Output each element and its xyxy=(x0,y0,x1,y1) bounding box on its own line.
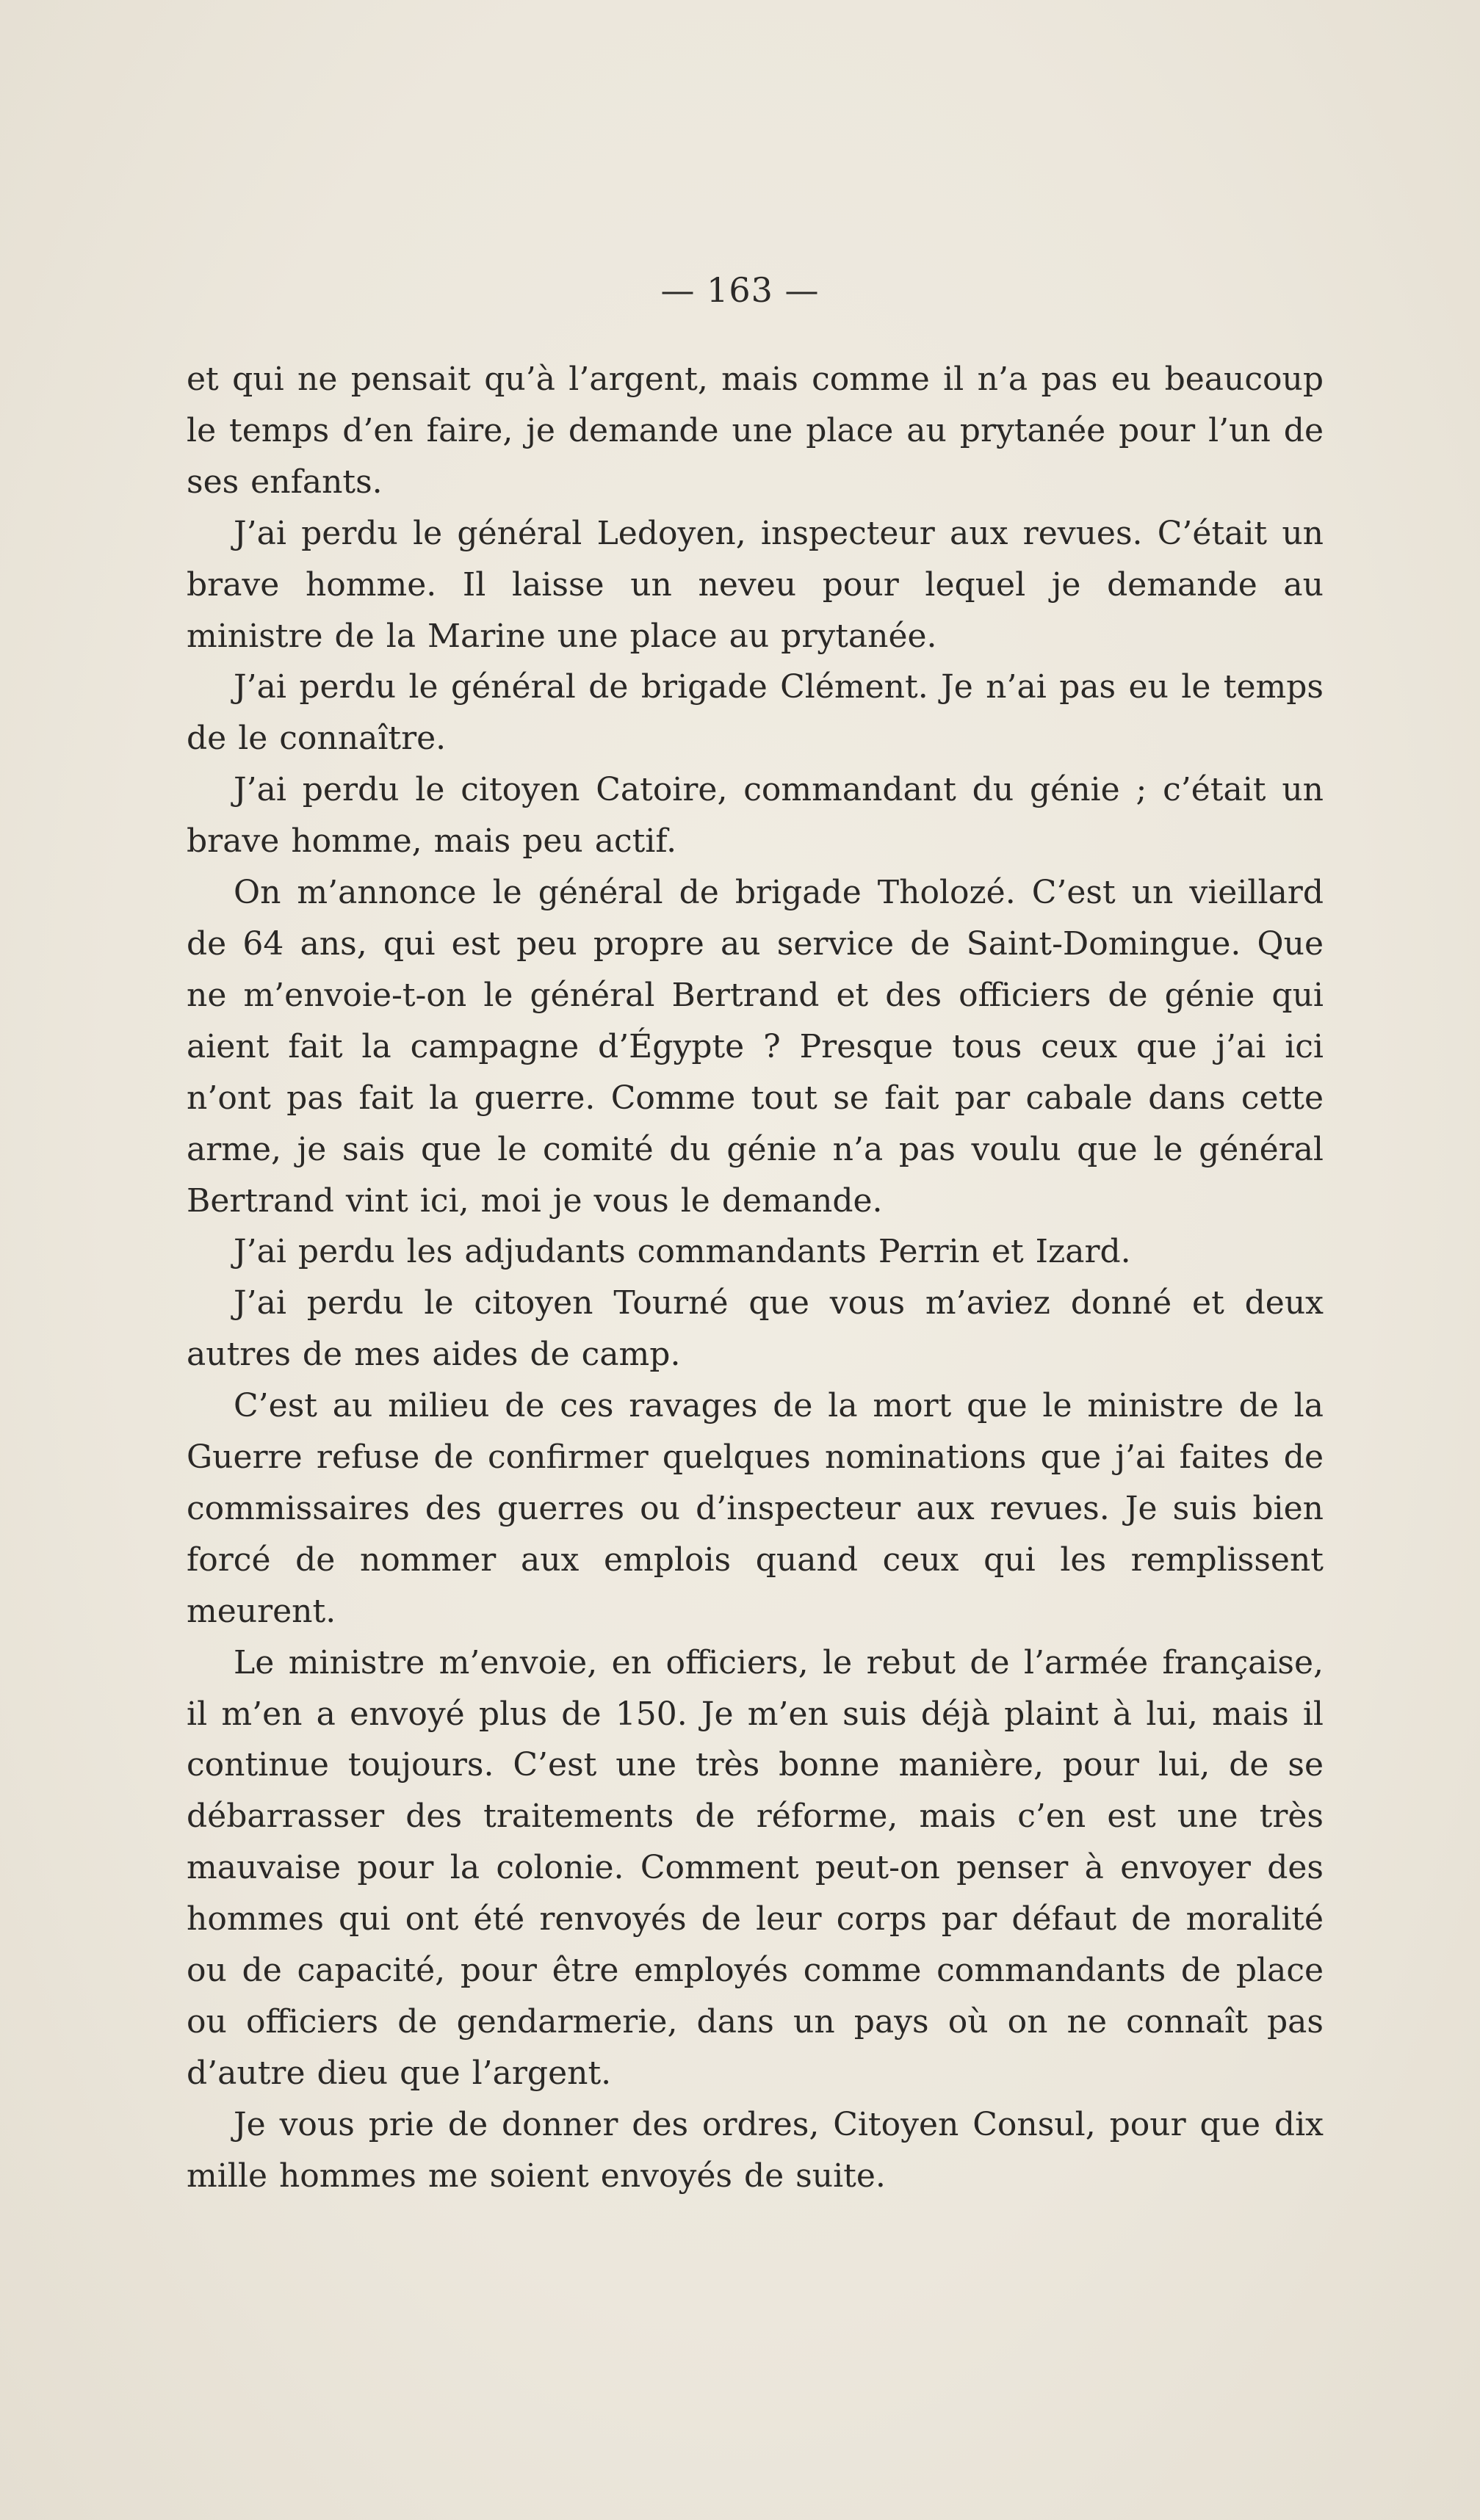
paragraph: J’ai perdu le citoyen Tourné que vous m’aviez donné et deux autres de mes aides de camp. xyxy=(187,1284,1324,1374)
paragraph: J’ai perdu le général de brigade Clément. Je n’ai pas eu le temps de le connaître. xyxy=(187,668,1324,758)
paragraph: J’ai perdu le citoyen Catoire, commandant du génie ; c’était un brave homme, mais peu actif. xyxy=(187,771,1324,861)
paragraph: C’est au milieu de ces ravages de la mort que le ministre de la Guerre refuse de confirmer quelques nominations que j’ai faites de commissaires des guerres ou d’inspecteur aux revues. Je suis bien forcé de nommer aux emplois quand ceux qui les remplissent meurent. xyxy=(187,1387,1324,1630)
page-number: — 163 — xyxy=(660,270,820,310)
paragraph: J’ai perdu les adjudants commandants Perrin et Izard. xyxy=(234,1233,1131,1271)
paragraph: J’ai perdu le général Ledoyen, inspecteur aux revues. C’était un brave homme. Il laisse un neveu pour lequel je demande au ministre de la Marine une place au prytanée. xyxy=(187,514,1324,655)
paragraph: On m’annonce le général de brigade Tholozé. C’est un vieillard de 64 ans, qui est peu propre au service de Saint-Domingue. Que ne m’envoie-t-on le général Bertrand et des officiers de génie qui aient fait la campagne d’Égypte ? Presque tous ceux que j’ai ici n’ont pas fait la guerre. Comme tout se fait par cabale dans cette arme, je sais que le comité du génie n’a pas voulu que le général Bertrand vint ici, moi je vous le demande. xyxy=(187,874,1324,1220)
paragraph: Je vous prie de donner des ordres, Citoyen Consul, pour que dix mille hommes me soient envoyés de suite. xyxy=(187,2105,1324,2195)
paragraph: et qui ne pensait qu’à l’argent, mais comme il n’a pas eu beaucoup le temps d’en faire, je demande une place au prytanée pour l’un de ses enfants. xyxy=(187,361,1324,501)
paragraph: Le ministre m’envoie, en officiers, le rebut de l’armée française, il m’en a envoyé plus de 150. Je m’en suis déjà plaint à lui, mais il continue toujours. C’est une très bonne manière, pour lui, de se débarrasser des traitements de réforme, mais c’en est une très mauvaise pour la colonie. Comment peut-on penser à envoyer des hommes qui ont été renvoyés de leur corps par défaut de moralité ou de capacité, pour être employés comme commandants de place ou officiers de gendarmerie, dans un pays où on ne connaît pas d’autre dieu que l’argent. xyxy=(187,1643,1324,2092)
body-text xyxy=(187,354,1324,2202)
